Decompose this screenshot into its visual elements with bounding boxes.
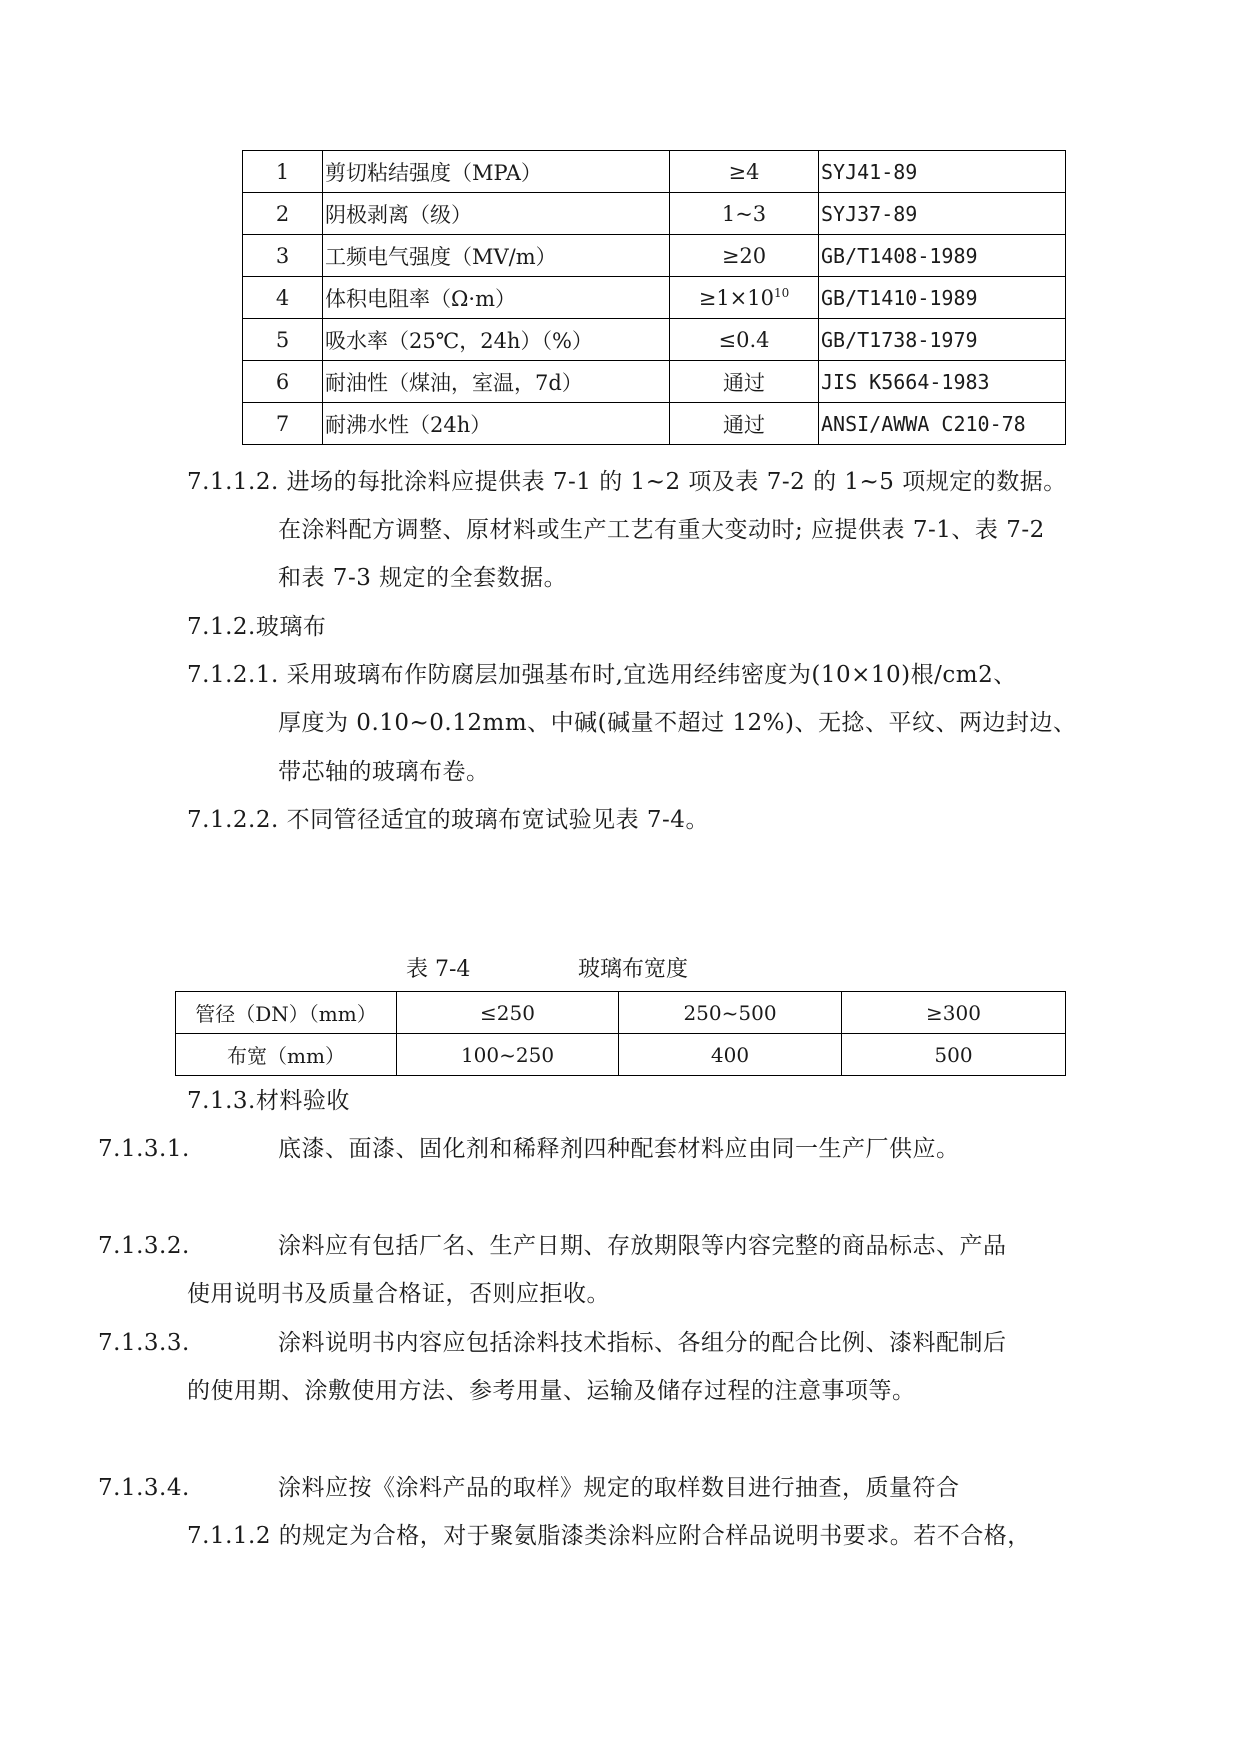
- table-header-row: [176, 992, 1066, 1034]
- property-name: 阴极剥离（级）: [323, 193, 670, 235]
- test-standard: JIS K5664-1983: [819, 361, 1066, 403]
- row-number: 3: [243, 235, 323, 277]
- property-value: ≥20: [670, 235, 819, 277]
- property-value: 1~3: [670, 193, 819, 235]
- table-caption-number: 表 7-4: [406, 957, 471, 982]
- property-value: 通过: [670, 403, 819, 445]
- paragraph-7-1-3-2-line-1: 涂料应有包括厂名、生产日期、存放期限等内容完整的商品标志、产品: [278, 1233, 1007, 1259]
- value-base: ≥1×10: [698, 285, 774, 310]
- header-cell: ≤250: [397, 992, 619, 1034]
- property-name: 吸水率（25℃，24h）（%）: [323, 319, 670, 361]
- property-value: 通过: [670, 361, 819, 403]
- paragraph-7-1-2-1-line-3: 带芯轴的玻璃布卷。: [278, 759, 490, 785]
- test-standard: SYJ37-89: [819, 193, 1066, 235]
- test-standard: ANSI/AWWA C210-78: [819, 403, 1066, 445]
- table-row: [243, 361, 1066, 403]
- property-name: 耐沸水性（24h）: [323, 403, 670, 445]
- table-row: [243, 151, 1066, 193]
- paragraph-7-1-3-4-number: 7.1.3.4.: [98, 1475, 190, 1501]
- table-cell: 400: [619, 1034, 842, 1076]
- test-standard: GB/T1408-1989: [819, 235, 1066, 277]
- test-standard: GB/T1410-1989: [819, 277, 1066, 319]
- property-name: 耐油性（煤油，室温，7d）: [323, 361, 670, 403]
- paragraph-7-1-3-3-line-2: 的使用期、涂敷使用方法、参考用量、运输及储存过程的注意事项等。: [187, 1378, 916, 1404]
- row-number: 4: [243, 277, 323, 319]
- paragraph-7-1-2-1-line-2: 厚度为 0.10~0.12mm、中碱(碱量不超过 12%)、无捻、平纹、两边封边、: [278, 710, 1077, 736]
- test-standard: SYJ41-89: [819, 151, 1066, 193]
- paragraph-7-1-3-4-line-1: 涂料应按《涂料产品的取样》规定的取样数目进行抽查，质量符合: [278, 1475, 960, 1501]
- table-row: [243, 403, 1066, 445]
- row-label: 布宽（mm）: [176, 1034, 397, 1076]
- table-cell: 500: [842, 1034, 1066, 1076]
- property-value: [670, 277, 819, 319]
- property-value: ≥4: [670, 151, 819, 193]
- value-exponent: 10: [774, 285, 790, 300]
- property-value: ≤0.4: [670, 319, 819, 361]
- paragraph-7-1-3-2-line-2: 使用说明书及质量合格证，否则应拒收。: [187, 1281, 610, 1307]
- paragraph-7-1-1-2-line-1: 7.1.1.2. 进场的每批涂料应提供表 7-1 的 1~2 项及表 7-2 的 1~5 项规定的数据。: [187, 469, 1067, 495]
- table-row: [176, 1034, 1066, 1076]
- paragraph-7-1-2-1-line-1: 7.1.2.1. 采用玻璃布作防腐层加强基布时,宜选用经纬密度为(10×10)根/cm2、: [187, 662, 1017, 688]
- property-table: [242, 150, 1066, 445]
- row-number: 5: [243, 319, 323, 361]
- paragraph-7-1-3-3-number: 7.1.3.3.: [98, 1330, 190, 1356]
- property-name: 工频电气强度（MV/m）: [323, 235, 670, 277]
- paragraph-7-1-2-2: 7.1.2.2. 不同管径适宜的玻璃布宽试验见表 7-4。: [187, 807, 709, 833]
- table-row: [243, 235, 1066, 277]
- heading-7-1-2: 7.1.2.玻璃布: [187, 614, 327, 640]
- row-number: 1: [243, 151, 323, 193]
- paragraph-7-1-3-1-text: 底漆、面漆、固化剂和稀释剂四种配套材料应由同一生产厂供应。: [278, 1136, 960, 1162]
- paragraph-7-1-3-4-line-2: 7.1.1.2 的规定为合格，对于聚氨脂漆类涂料应附合样品说明书要求。若不合格，: [187, 1523, 1031, 1549]
- heading-7-1-3: 7.1.3.材料验收: [187, 1088, 350, 1114]
- header-cell: ≥300: [842, 992, 1066, 1034]
- paragraph-7-1-1-2-line-3: 和表 7-3 规定的全套数据。: [278, 565, 568, 591]
- paragraph-7-1-1-2-line-2: 在涂料配方调整、原材料或生产工艺有重大变动时; 应提供表 7-1、表 7-2: [278, 517, 1045, 543]
- row-number: 6: [243, 361, 323, 403]
- cloth-width-table: [175, 991, 1066, 1076]
- table-row: [243, 319, 1066, 361]
- header-cell: 250~500: [619, 992, 842, 1034]
- paragraph-7-1-3-3-line-1: 涂料说明书内容应包括涂料技术指标、各组分的配合比例、漆料配制后: [278, 1330, 1007, 1356]
- test-standard: GB/T1738-1979: [819, 319, 1066, 361]
- property-name: 剪切粘结强度（MPA）: [323, 151, 670, 193]
- table-caption-title: 玻璃布宽度: [578, 957, 689, 982]
- table-row: [243, 277, 1066, 319]
- table-cell: 100~250: [397, 1034, 619, 1076]
- paragraph-7-1-3-2-number: 7.1.3.2.: [98, 1233, 190, 1259]
- paragraph-7-1-3-1-number: 7.1.3.1.: [98, 1136, 190, 1162]
- row-number: 2: [243, 193, 323, 235]
- table-row: [243, 193, 1066, 235]
- header-cell: 管径（DN）（mm）: [176, 992, 397, 1034]
- row-number: 7: [243, 403, 323, 445]
- property-name: 体积电阻率（Ω·m）: [323, 277, 670, 319]
